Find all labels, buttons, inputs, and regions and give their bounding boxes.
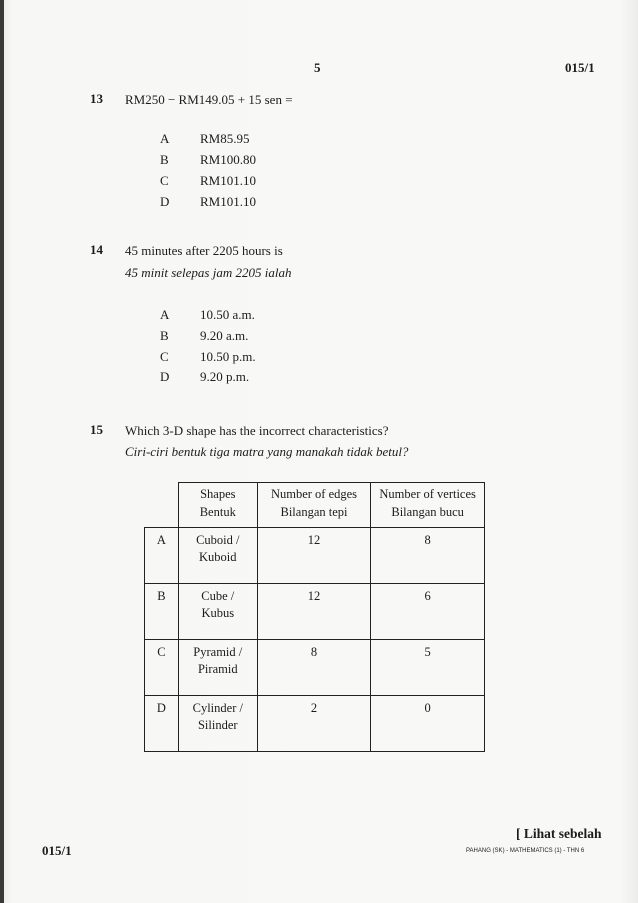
- q13-option-b-letter: B: [160, 152, 169, 167]
- row-shape: [178, 528, 257, 584]
- question-14-text-en: 45 minutes after 2205 hours is: [125, 243, 283, 258]
- q14-option-b-text: 9.20 a.m.: [200, 328, 249, 343]
- header-vertices-en: Number of vertices: [379, 487, 476, 501]
- question-15-text-ms: Ciri-ciri bentuk tiga matra yang manakah tidak betul?: [125, 444, 409, 459]
- q14-option-d-text: 9.20 p.m.: [200, 369, 250, 384]
- question-13-text: RM250 − RM149.05 + 15 sen =: [125, 92, 293, 107]
- table-row: [145, 528, 485, 584]
- row-shape-ms: Piramid: [197, 662, 238, 676]
- q13-option-a-text: RM85.95: [200, 131, 250, 146]
- q14-option-c-letter: C: [160, 349, 169, 364]
- row-shape-en: Pyramid /: [193, 645, 243, 659]
- row-edges: 12: [257, 584, 371, 640]
- row-shape-en: Cylinder /: [192, 701, 243, 715]
- q14-option-a-text: 10.50 a.m.: [200, 307, 255, 322]
- table-row: [145, 640, 485, 696]
- row-letter: B: [145, 584, 179, 640]
- q14-option-c-text: 10.50 p.m.: [200, 349, 256, 364]
- q13-option-d-letter: D: [160, 194, 170, 209]
- q13-option-a-letter: A: [160, 131, 170, 146]
- table-row: [145, 696, 485, 752]
- question-14-number: 14: [90, 242, 103, 257]
- paper-code-header: 015/1: [565, 60, 595, 75]
- row-shape: [178, 696, 257, 752]
- q14-option-a-letter: A: [160, 307, 170, 322]
- question-15-text-en: Which 3-D shape has the incorrect characteristics?: [125, 423, 389, 438]
- next-page-note: [ Lihat sebelah: [516, 826, 602, 841]
- scan-edge: [0, 0, 4, 903]
- question-13-number: 13: [90, 91, 103, 106]
- page-number: 5: [314, 60, 321, 75]
- row-shape: [178, 584, 257, 640]
- row-shape-ms: Kuboid: [199, 550, 237, 564]
- header-shapes-ms: Bentuk: [199, 505, 236, 519]
- question-14-text-ms: 45 minit selepas jam 2205 ialah: [125, 265, 292, 280]
- row-vertices: 5: [371, 640, 485, 696]
- table-row: [145, 584, 485, 640]
- table-corner: [145, 483, 179, 528]
- row-shape-en: Cube /: [201, 589, 235, 603]
- row-shape: [178, 640, 257, 696]
- header-edges: [257, 483, 371, 528]
- header-shapes-en: Shapes: [200, 487, 236, 501]
- row-edges: 12: [257, 528, 371, 584]
- row-letter: C: [145, 640, 179, 696]
- q13-option-b-text: RM100.80: [200, 152, 256, 167]
- header-edges-ms: Bilangan tepi: [280, 505, 348, 519]
- row-vertices: 0: [371, 696, 485, 752]
- row-shape-ms: Silinder: [197, 718, 238, 732]
- row-vertices: 8: [371, 528, 485, 584]
- row-edges: 2: [257, 696, 371, 752]
- row-letter: A: [145, 528, 179, 584]
- q14-option-d-letter: D: [160, 369, 170, 384]
- shapes-table: [144, 482, 485, 752]
- row-shape-ms: Kubus: [201, 606, 235, 620]
- row-letter: D: [145, 696, 179, 752]
- q13-option-c-letter: C: [160, 173, 169, 188]
- header-vertices: [371, 483, 485, 528]
- footer-subtitle: PAHANG (SK) - MATHEMATICS (1) - THN 6: [466, 848, 585, 854]
- header-edges-en: Number of edges: [270, 487, 358, 501]
- q13-option-d-text: RM101.10: [200, 194, 256, 209]
- paper-code-footer: 015/1: [42, 843, 72, 858]
- row-vertices: 6: [371, 584, 485, 640]
- header-vertices-ms: Bilangan bucu: [391, 505, 464, 519]
- q14-option-b-letter: B: [160, 328, 169, 343]
- q13-option-c-text: RM101.10: [200, 173, 256, 188]
- header-shapes: [178, 483, 257, 528]
- row-shape-en: Cuboid /: [196, 533, 240, 547]
- question-15-number: 15: [90, 422, 103, 437]
- table-header-row: [145, 483, 485, 528]
- row-edges: 8: [257, 640, 371, 696]
